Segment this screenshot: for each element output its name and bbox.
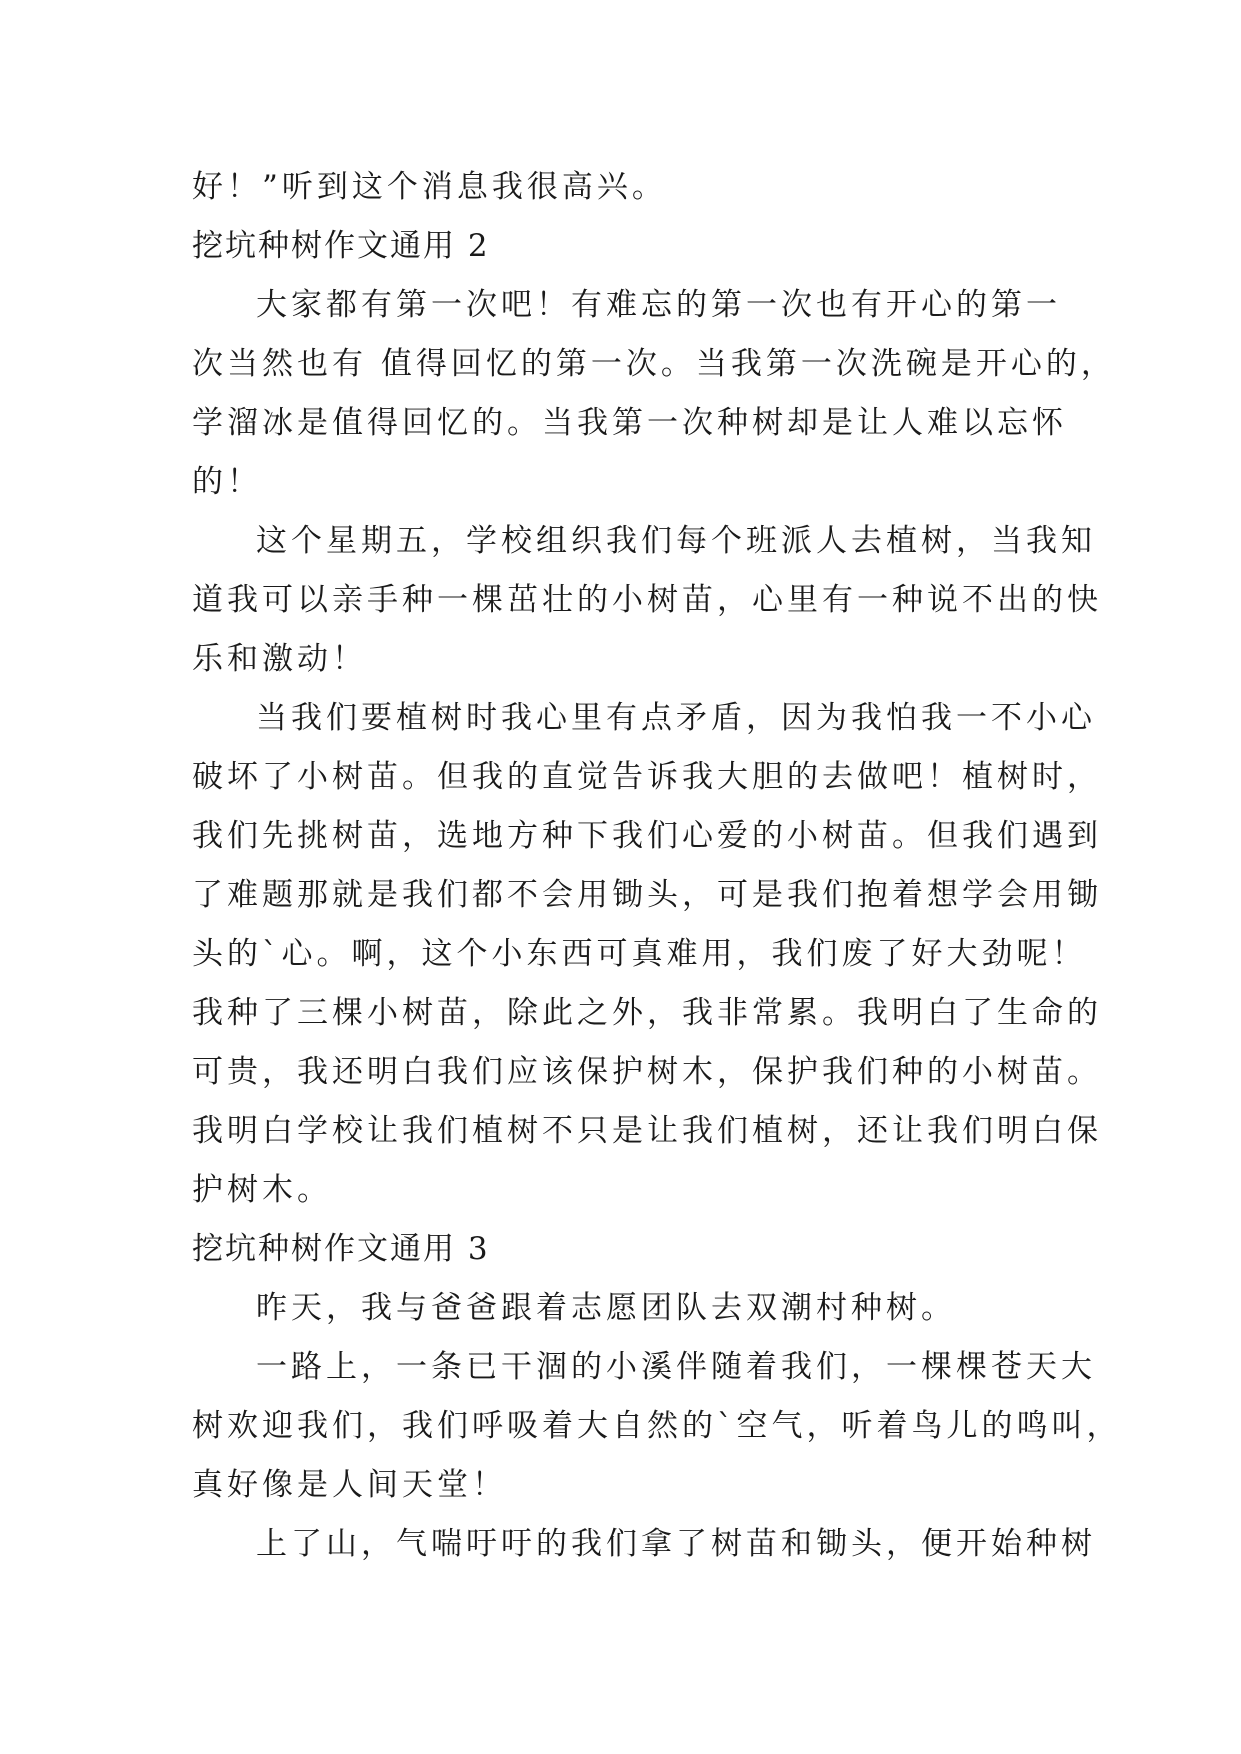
text-line: 上了山，气喘吁吁的我们拿了树苗和锄头，便开始种树 xyxy=(256,1526,1096,1562)
text-line: 可贵，我还明白我们应该保护树木，保护我们种的小树苗。 xyxy=(192,1054,1102,1090)
text-line: 树欢迎我们，我们呼吸着大自然的`空气，听着鸟儿的鸣叫， xyxy=(192,1408,1122,1444)
text-line: 护树木。 xyxy=(192,1172,332,1208)
text-line: 这个星期五，学校组织我们每个班派人去植树，当我知 xyxy=(256,523,1096,559)
text-line: 的！ xyxy=(192,464,262,500)
text-line: 我种了三棵小树苗，除此之外，我非常累。我明白了生命的 xyxy=(192,995,1102,1031)
text-line: 乐和激动！ xyxy=(192,641,367,677)
text-line: 昨天，我与爸爸跟着志愿团队去双潮村种树。 xyxy=(256,1290,956,1326)
text-line: 当我们要植树时我心里有点矛盾，因为我怕我一不小心 xyxy=(256,700,1096,736)
text-line: 我明白学校让我们植树不只是让我们植树，还让我们明白保 xyxy=(192,1113,1102,1149)
text-line: 次当然也有 值得回忆的第一次。当我第一次洗碗是开心的， xyxy=(192,346,1116,382)
text-line: 学溜冰是值得回忆的。当我第一次种树却是让人难以忘怀 xyxy=(192,405,1067,441)
text-line: 了难题那就是我们都不会用锄头，可是我们抱着想学会用锄 xyxy=(192,877,1102,913)
text-line: 破坏了小树苗。但我的直觉告诉我大胆的去做吧！植树时， xyxy=(192,759,1102,795)
text-line: 好！”听到这个消息我很高兴。 xyxy=(192,169,667,205)
text-line: 大家都有第一次吧！有难忘的第一次也有开心的第一 xyxy=(256,287,1061,323)
text-line: 一路上，一条已干涸的小溪伴随着我们，一棵棵苍天大 xyxy=(256,1349,1096,1385)
text-line: 头的`心。啊，这个小东西可真难用，我们废了好大劲呢！ xyxy=(192,936,1087,972)
text-line: 真好像是人间天堂！ xyxy=(192,1467,507,1503)
text-line: 我们先挑树苗，选地方种下我们心爱的小树苗。但我们遇到 xyxy=(192,818,1102,854)
section-heading: 挖坑种树作文通用 3 xyxy=(192,1231,490,1267)
text-line: 道我可以亲手种一棵茁壮的小树苗，心里有一种说不出的快 xyxy=(192,582,1102,618)
section-heading: 挖坑种树作文通用 2 xyxy=(192,228,490,264)
